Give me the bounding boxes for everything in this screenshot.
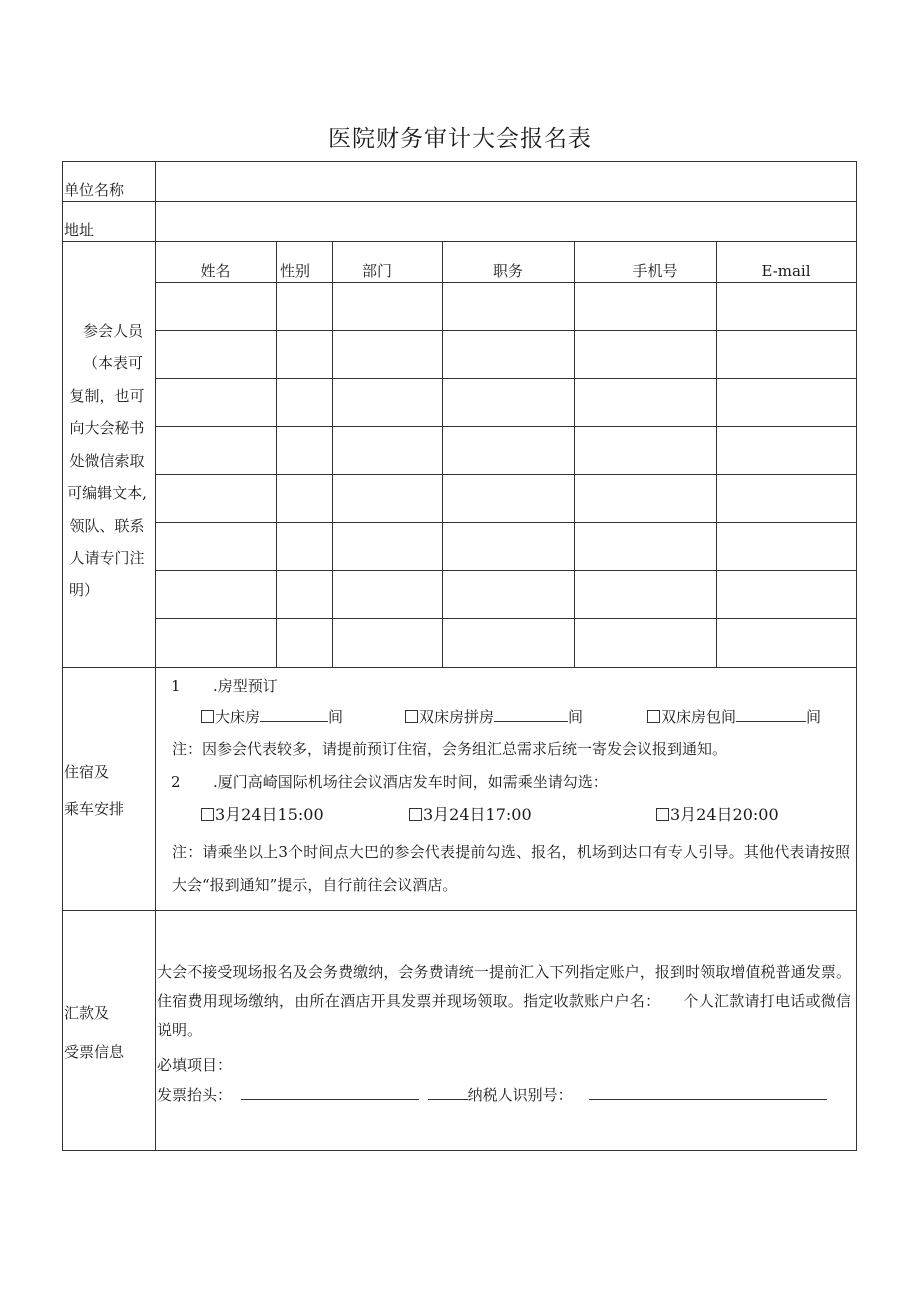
column-header-position: 职务 bbox=[492, 262, 523, 280]
room-count-blank[interactable] bbox=[260, 707, 328, 722]
attendees-label-line: 明） bbox=[68, 581, 99, 599]
column-header-phone: 手机号 bbox=[632, 262, 678, 280]
tax-id-label: 纳税人识别号： bbox=[467, 1086, 573, 1104]
attendees-label-line: 复制，也可 bbox=[69, 387, 145, 405]
grid-col-line bbox=[574, 241, 575, 667]
attendees-label-line: 参会人员 bbox=[82, 322, 143, 340]
page-title: 医院财务审计大会报名表 bbox=[328, 126, 592, 152]
grid-row-line bbox=[155, 474, 857, 475]
row-divider-address bbox=[62, 241, 857, 242]
checkbox-icon[interactable] bbox=[647, 710, 660, 723]
row-divider-attendees bbox=[62, 667, 857, 668]
remit-label-line: 受票信息 bbox=[64, 1043, 125, 1061]
table-border-right bbox=[856, 161, 857, 1151]
table-border-bottom bbox=[62, 1150, 857, 1151]
shuttle-option-1500[interactable] bbox=[201, 805, 324, 825]
row-divider-unit bbox=[62, 201, 857, 202]
room-count-blank[interactable] bbox=[494, 707, 568, 722]
grid-col-line bbox=[276, 241, 277, 667]
room-option-label: 双床房拼房 bbox=[419, 708, 495, 726]
shuttle-time-label: 3月24日20:00 bbox=[670, 805, 779, 824]
lodging-note-2: 注：请乘坐以上3个时间点大巴的参会代表提前勾选、报名，机场到达口有专人引导。其他代表请按照大会“报到通知”提示，自行前往会议酒店。 bbox=[172, 843, 850, 894]
grid-row-line bbox=[155, 378, 857, 379]
column-header-department: 部门 bbox=[361, 262, 392, 280]
attendees-label-line: （本表可 bbox=[82, 354, 143, 372]
required-items-label: 必填项目： bbox=[157, 1056, 233, 1074]
attendees-label-line: 领队、联系 bbox=[69, 517, 145, 535]
room-option-label: 双床房包间 bbox=[661, 708, 737, 726]
attendees-label-line: 可编辑文本, bbox=[67, 484, 147, 502]
attendees-label-line: 人请专门注 bbox=[69, 549, 145, 567]
room-unit: 间 bbox=[568, 708, 584, 726]
shuttle-time-label: 3月24日15:00 bbox=[215, 805, 324, 824]
grid-row-line bbox=[155, 426, 857, 427]
invoice-title-label: 发票抬头： bbox=[157, 1086, 233, 1104]
checkbox-icon[interactable] bbox=[656, 808, 669, 821]
attendees-label-line: 处微信索取 bbox=[69, 452, 145, 470]
grid-row-line bbox=[155, 522, 857, 523]
column-header-name: 姓名 bbox=[200, 262, 231, 280]
room-unit: 间 bbox=[806, 708, 822, 726]
lodging-label-line: 住宿及 bbox=[64, 763, 110, 781]
grid-row-line bbox=[155, 618, 857, 619]
lodging-item1-number: 1 bbox=[171, 677, 181, 695]
tax-id-input[interactable] bbox=[589, 1085, 827, 1100]
unit-name-label: 单位名称 bbox=[64, 181, 125, 199]
room-option-label: 大床房 bbox=[215, 708, 261, 726]
lodging-item2-number: 2 bbox=[171, 773, 181, 791]
invoice-title-input[interactable] bbox=[241, 1085, 419, 1100]
row-divider-lodging bbox=[62, 910, 857, 911]
table-border-top bbox=[62, 161, 857, 162]
invoice-title-input-tail[interactable] bbox=[428, 1085, 468, 1100]
table-border-left bbox=[62, 161, 63, 1151]
remit-paragraph: 大会不接受现场报名及会务费缴纳，会务费请统一提前汇入下列指定账户，报到时领取增值税普通发票。住宿费用现场缴纳，由所在酒店开具发票并现场领取。指定收款账户户名： 个人汇款请打电话或微信说明。 bbox=[157, 963, 851, 1039]
checkbox-icon[interactable] bbox=[201, 808, 214, 821]
grid-row-line bbox=[155, 282, 857, 283]
room-unit: 间 bbox=[328, 708, 344, 726]
address-label: 地址 bbox=[64, 221, 95, 239]
checkbox-icon[interactable] bbox=[409, 808, 422, 821]
column-header-gender: 性别 bbox=[279, 262, 310, 280]
room-option-twin-private[interactable] bbox=[647, 707, 821, 727]
lodging-item2-title: .厦门高崎国际机场往会议酒店发车时间，如需乘坐请勾选： bbox=[213, 773, 608, 791]
attendees-label-line: 向大会秘书 bbox=[69, 419, 145, 437]
lodging-item1-title: .房型预订 bbox=[213, 677, 278, 695]
lodging-label-line: 乘车安排 bbox=[64, 800, 125, 818]
room-option-twin-shared[interactable] bbox=[405, 707, 583, 727]
grid-col-line bbox=[442, 241, 443, 667]
label-column-divider bbox=[155, 161, 156, 1151]
grid-col-line bbox=[716, 241, 717, 667]
column-header-email: E-mail bbox=[761, 262, 811, 280]
grid-col-line bbox=[332, 241, 333, 667]
shuttle-option-1700[interactable] bbox=[409, 805, 532, 825]
room-option-king[interactable] bbox=[201, 707, 343, 727]
shuttle-time-label: 3月24日17:00 bbox=[423, 805, 532, 824]
shuttle-option-2000[interactable] bbox=[656, 805, 779, 825]
invoice-title-row bbox=[157, 1085, 827, 1105]
checkbox-icon[interactable] bbox=[201, 710, 214, 723]
remit-label-line: 汇款及 bbox=[64, 1004, 110, 1022]
room-count-blank[interactable] bbox=[736, 707, 806, 722]
lodging-note-1: 注：因参会代表较多，请提前预订住宿，会务组汇总需求后统一寄发会议报到通知。 bbox=[172, 740, 728, 758]
checkbox-icon[interactable] bbox=[405, 710, 418, 723]
grid-row-line bbox=[155, 330, 857, 331]
grid-row-line bbox=[155, 570, 857, 571]
